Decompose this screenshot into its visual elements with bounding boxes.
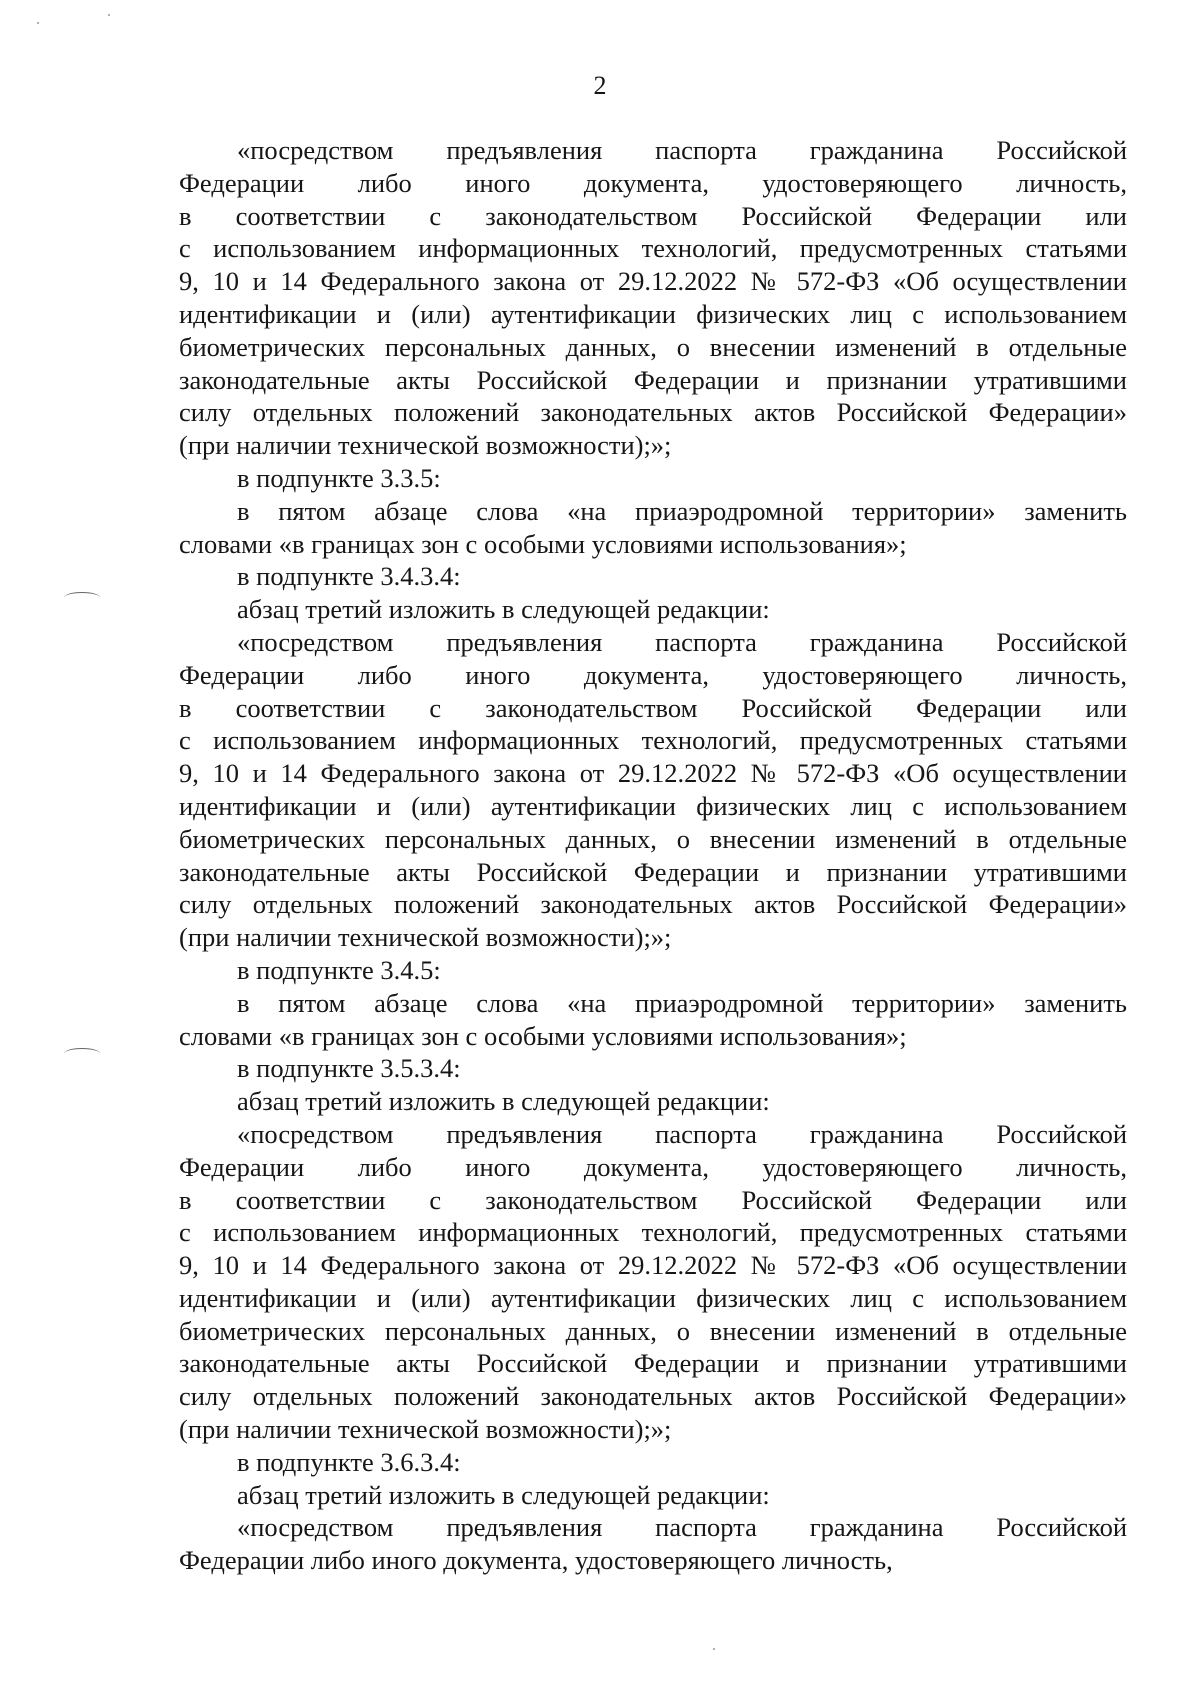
instruction-2: абзац третий изложить в следующей редакции: xyxy=(237,1086,770,1117)
quote-3-line: законодательные акты Российской Федерации и признании утратившими xyxy=(179,1348,1127,1379)
replace-2-line: словами «в границах зон с особыми условиями использования»; xyxy=(179,1020,907,1051)
page-number: 2 xyxy=(593,71,607,100)
quote-2-line: законодательные акты Российской Федерации и признании утратившими xyxy=(179,856,1127,887)
subclause-3-4-5: в подпункте 3.4.5: xyxy=(237,954,441,985)
quote-2-line: 9, 10 и 14 Федерального закона от 29.12.2022 № 572-ФЗ «Об осуществлении xyxy=(179,758,1127,789)
quote-3-line: (при наличии технической возможности);»; xyxy=(179,1414,672,1445)
subclause-3-6-3-4: в подпункте 3.6.3.4: xyxy=(237,1446,461,1477)
quote-3-line: идентификации и (или) аутентификации физических лиц с использованием xyxy=(179,1282,1127,1313)
scan-mark xyxy=(64,592,100,603)
quote-3-line: биометрических персональных данных, о внесении изменений в отдельные xyxy=(179,1315,1127,1346)
replace-1-line: в пятом абзаце слова «на приаэродромной территории» заменить xyxy=(237,495,1127,526)
quote-4-line: Федерации либо иного документа, удостоверяющего личность, xyxy=(179,1545,893,1576)
quote-4-line: «посредством предъявления паспорта гражданина Российской xyxy=(237,1512,1127,1543)
subclause-3-4-3-4: в подпункте 3.4.3.4: xyxy=(237,561,461,592)
quote-3-line: в соответствии с законодательством Российской Федерации или xyxy=(179,1184,1127,1215)
subclause-3-5-3-4: в подпункте 3.5.3.4: xyxy=(237,1053,461,1084)
quote-1-line: биометрических персональных данных, о внесении изменений в отдельные xyxy=(179,331,1127,362)
quote-1-line: «посредством предъявления паспорта гражданина Российской xyxy=(237,135,1127,165)
quote-1-line: в соответствии с законодательством Российской Федерации или xyxy=(179,200,1127,231)
quote-1-line: Федерации либо иного документа, удостоверяющего личность, xyxy=(179,167,1127,198)
quote-2-line: идентификации и (или) аутентификации физических лиц с использованием xyxy=(179,790,1127,821)
quote-1-line: 9, 10 и 14 Федерального закона от 29.12.2022 № 572-ФЗ «Об осуществлении xyxy=(179,266,1127,297)
quote-1-line: законодательные акты Российской Федерации и признании утратившими xyxy=(179,364,1127,395)
quote-1-line: идентификации и (или) аутентификации физических лиц с использованием xyxy=(179,298,1127,329)
quote-2-line: (при наличии технической возможности);»; xyxy=(179,922,672,953)
quote-3-line: с использованием информационных технологий, предусмотренных статьями xyxy=(179,1217,1127,1248)
quote-2-line: «посредством предъявления паспорта гражданина Российской xyxy=(237,626,1127,657)
scan-dot xyxy=(37,22,39,24)
document-body xyxy=(179,134,1127,1577)
quote-1-line: (при наличии технической возможности);»; xyxy=(179,430,672,461)
quote-2-line: Федерации либо иного документа, удостоверяющего личность, xyxy=(179,659,1127,690)
subclause-3-3-5: в подпункте 3.3.5: xyxy=(237,462,441,493)
scan-dot xyxy=(108,14,110,16)
quote-2-line: биометрических персональных данных, о внесении изменений в отдельные xyxy=(179,823,1127,854)
scan-mark xyxy=(64,1048,100,1059)
instruction-3: абзац третий изложить в следующей редакции: xyxy=(237,1479,770,1510)
quote-2-line: в соответствии с законодательством Российской Федерации или xyxy=(179,692,1127,723)
quote-3-line: Федерации либо иного документа, удостоверяющего личность, xyxy=(179,1151,1127,1182)
quote-2-line: силу отдельных положений законодательных актов Российской Федерации» xyxy=(179,889,1127,920)
quote-1-line: силу отдельных положений законодательных актов Российской Федерации» xyxy=(179,397,1127,428)
quote-3-line: 9, 10 и 14 Федерального закона от 29.12.2022 № 572-ФЗ «Об осуществлении xyxy=(179,1250,1127,1281)
quote-1-line: с использованием информационных технологий, предусмотренных статьями xyxy=(179,233,1127,264)
quote-3-line: силу отдельных положений законодательных актов Российской Федерации» xyxy=(179,1381,1127,1412)
replace-2-line: в пятом абзаце слова «на приаэродромной территории» заменить xyxy=(237,987,1127,1018)
quote-2-line: с использованием информационных технологий, предусмотренных статьями xyxy=(179,725,1127,756)
scan-dot xyxy=(713,1648,715,1650)
replace-1-line: словами «в границах зон с особыми условиями использования»; xyxy=(179,528,907,559)
instruction-1: абзац третий изложить в следующей редакции: xyxy=(237,594,770,625)
quote-3-line: «посредством предъявления паспорта гражданина Российской xyxy=(237,1118,1127,1149)
